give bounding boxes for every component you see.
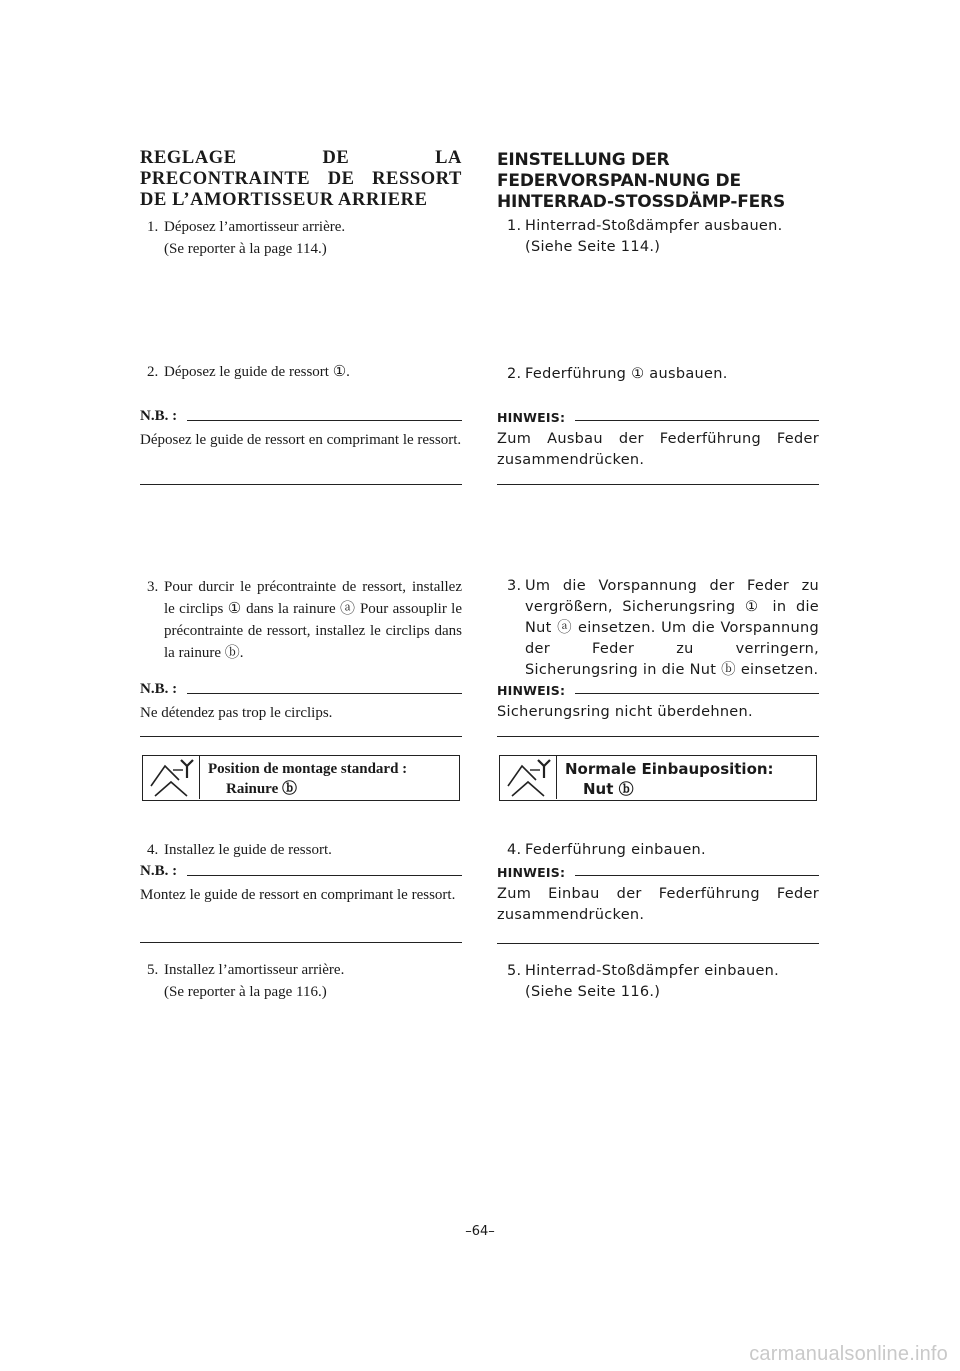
step-number: 3. [147,579,159,595]
hinweis-label: HINWEIS: [497,683,566,698]
page-reference: (Siehe Seite 114.) [525,239,661,255]
step-text: Installez l’amortisseur arrière. [164,962,345,978]
hinweis-label: HINWEIS: [497,410,566,425]
step-3-fr [140,576,462,664]
watermark: carmanualsonline.info [749,1343,948,1365]
nb-label: N.B. : [140,408,178,424]
step-number: 4. [147,842,159,858]
note-value: Rainure ⓑ [226,781,297,797]
hinweis-text: Zum Einbau der Federführung Feder zusammendrücken. [497,886,819,923]
divider [497,736,819,737]
step-number: 5. [507,963,522,979]
step-number: 5. [147,962,159,978]
step-number: 1. [507,218,522,234]
nb-text: Déposez le guide de ressort en comprimant le ressort. [140,432,462,448]
step-number: 4. [507,842,522,858]
note-heading: Normale Einbauposition: [565,760,774,778]
page-number: –64– [465,1224,495,1239]
divider [140,736,462,737]
note-value: Nut ⓑ [583,780,634,798]
divider [187,420,462,421]
step-3-de [497,576,819,681]
nb-label: N.B. : [140,863,178,879]
divider [187,693,462,694]
note-heading: Position de montage standard : [208,761,408,777]
step-4-de [497,840,819,861]
step-text: Déposez le guide de ressort ①. [164,364,350,380]
section-title-fr: REGLAGE DE LA PRECONTRAINTE DE RESSORT DE L’AMORTISSEUR ARRIERE [140,148,462,210]
page-reference: (Siehe Seite 116.) [525,984,661,1000]
step-text: Installez le guide de ressort. [164,842,332,858]
section-title-de: EINSTELLUNG DER FEDERVORSPAN-NUNG DE HINTERRAD-STOSSDÄMP-FERS [497,150,785,212]
wrench-measure-icon [500,756,557,799]
step-number: 3. [507,578,522,594]
divider [575,420,819,421]
hinweis-note-2-de [497,683,819,723]
step-text: Um die Vorspannung der Feder zu vergrößern, Sicherungsring ① in die Nut ⓐ einsetzen. Um die Vorspannung der Feder zu verringern, Sicherungsring in die Nut ⓑ einsetzen. [525,578,819,678]
divider [140,942,462,943]
step-1-fr [140,216,462,260]
install-note-box-fr [142,755,460,801]
install-note-box-de [499,755,817,801]
step-text: Hinterrad-Stoßdämpfer ausbauen. [525,218,783,234]
step-text: Pour durcir le précontrainte de ressort, installez le circlips ① dans la rainure ⓐ Pour assouplir le précontrainte de ressort, installez le circlips dans la rainure ⓑ. [164,579,462,661]
step-2-de [497,364,819,385]
divider [497,943,819,944]
nb-note-3-fr [140,863,462,906]
divider [497,484,819,485]
page-reference: (Se reporter à la page 116.) [164,984,327,1000]
step-2-fr [140,361,462,383]
nb-note-2-fr [140,681,462,724]
nb-text: Montez le guide de ressort en comprimant le ressort. [140,887,456,903]
page-reference: (Se reporter à la page 114.) [164,241,327,257]
divider [575,693,819,694]
divider [140,484,462,485]
step-number: 2. [147,364,159,380]
hinweis-note-3-de [497,865,819,926]
step-5-de [497,961,819,1003]
step-1-de [497,216,819,258]
nb-text: Ne détendez pas trop le circlips. [140,705,333,721]
hinweis-text: Sicherungsring nicht überdehnen. [497,704,753,720]
step-text: Federführung ① ausbauen. [525,366,728,382]
divider [187,875,462,876]
step-text: Hinterrad-Stoßdämpfer einbauen. [525,963,780,979]
divider [575,875,819,876]
step-text: Déposez l’amortisseur arrière. [164,219,346,235]
wrench-measure-icon [143,756,200,799]
nb-label: N.B. : [140,681,178,697]
nb-note-1-fr [140,408,462,451]
hinweis-note-1-de [497,410,819,471]
step-number: 2. [507,366,522,382]
step-4-fr [140,839,462,861]
hinweis-label: HINWEIS: [497,865,566,880]
step-number: 1. [147,219,159,235]
step-5-fr [140,959,462,1003]
hinweis-text: Zum Ausbau der Federführung Feder zusammendrücken. [497,431,819,468]
step-text: Federführung einbauen. [525,842,706,858]
